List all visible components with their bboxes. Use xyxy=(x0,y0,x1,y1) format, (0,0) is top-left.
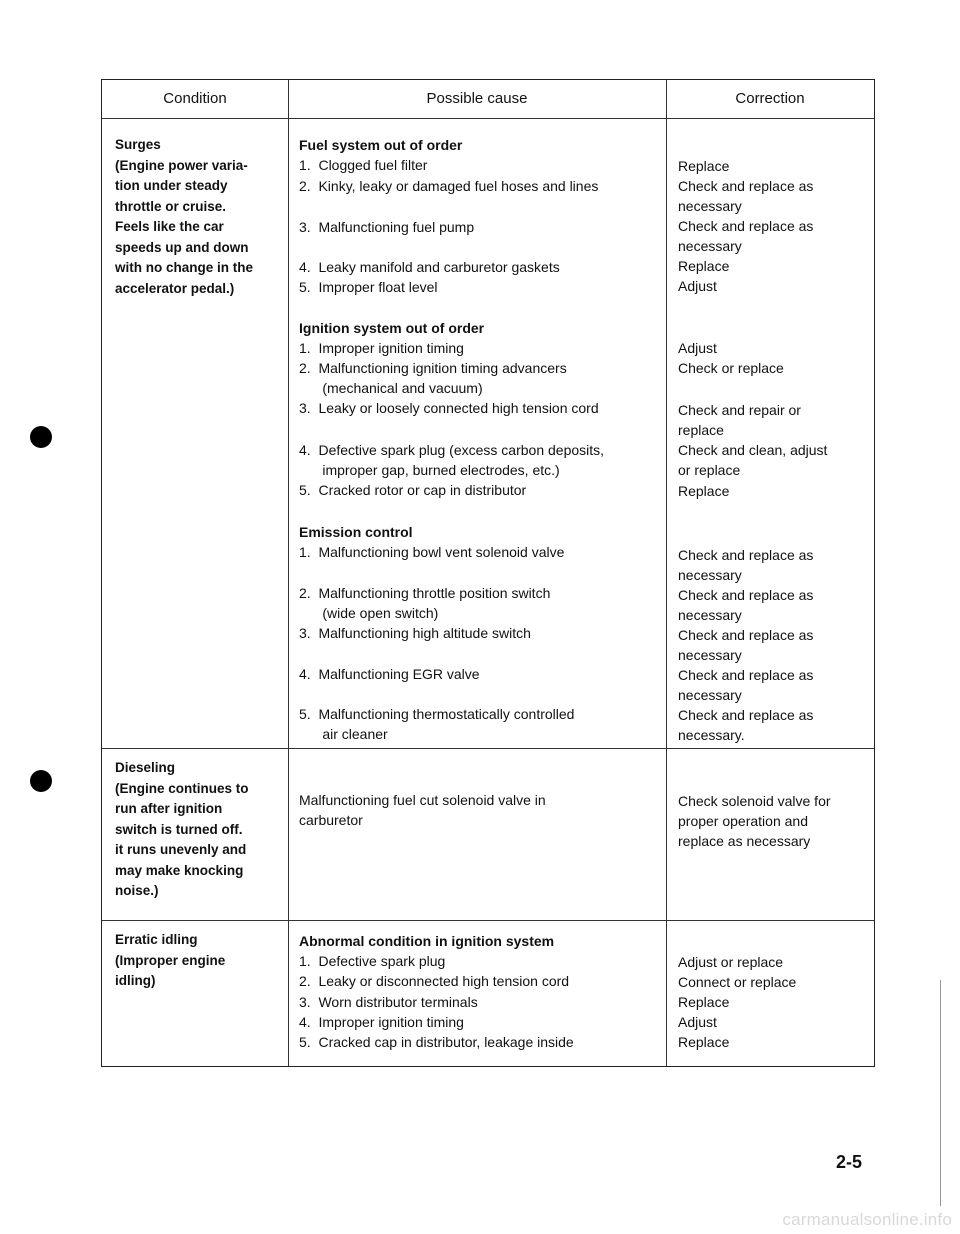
correction-item: Replace xyxy=(678,1034,730,1050)
header-condition: Condition xyxy=(163,90,227,107)
condition-line: accelerator pedal.) xyxy=(115,280,235,296)
cause-item: 4. Leaky manifold and carburetor gaskets xyxy=(299,259,560,275)
correction-item: necessary xyxy=(678,567,742,583)
correction-item: Check and replace as xyxy=(678,178,814,194)
condition-line: speeds up and down xyxy=(115,239,249,255)
correction-item: Adjust xyxy=(678,1014,717,1030)
condition-line: run after ignition xyxy=(115,801,223,816)
condition-line: throttle or cruise. xyxy=(115,198,227,214)
cause-item: 2. Malfunctioning throttle position switch xyxy=(299,585,551,601)
condition-line: may make knocking xyxy=(115,862,244,878)
correction-item: Check and replace as xyxy=(678,707,814,723)
cause-group-heading: Abnormal condition in ignition system xyxy=(299,933,555,949)
correction-item: Check and replace as xyxy=(678,587,814,603)
correction-item: Check solenoid valve for xyxy=(678,793,831,809)
column-divider-2 xyxy=(666,80,667,1066)
correction-item: proper operation and xyxy=(678,813,808,829)
cause-item: 5. Improper float level xyxy=(299,279,438,295)
condition-line: tion under steady xyxy=(115,178,228,193)
correction-item: necessary. xyxy=(678,727,745,743)
correction-item: Adjust xyxy=(678,278,717,294)
correction-item: Replace xyxy=(678,158,730,174)
cause-item: Malfunctioning fuel cut solenoid valve in xyxy=(299,792,546,808)
condition-line: (Engine continues to xyxy=(115,780,249,796)
correction-item: Replace xyxy=(678,483,730,499)
cause-item: air cleaner xyxy=(299,726,388,742)
cause-item: 2. Malfunctioning ignition timing advancers xyxy=(299,360,567,376)
correction-item: Check and replace as xyxy=(678,667,814,683)
correction-item: necessary xyxy=(678,647,742,663)
correction-item: replace as necessary xyxy=(678,833,811,849)
correction-item: necessary xyxy=(678,607,742,623)
row-divider-2 xyxy=(102,920,874,921)
header-correction: Correction xyxy=(735,90,805,107)
cause-item: 5. Cracked cap in distributor, leakage inside xyxy=(299,1034,574,1050)
punch-hole-upper xyxy=(30,426,52,448)
condition-line: Feels like the car xyxy=(115,219,224,234)
cause-item: 1. Improper ignition timing xyxy=(299,340,464,356)
correction-item: Check and clean, adjust xyxy=(678,442,828,458)
condition-line: Erratic idling xyxy=(115,932,198,947)
cause-item: 3. Malfunctioning fuel pump xyxy=(299,219,475,235)
cause-item: improper gap, burned electrodes, etc.) xyxy=(299,462,560,478)
cause-item: 1. Defective spark plug xyxy=(299,953,446,969)
correction-item: Adjust xyxy=(678,340,717,356)
cause-item: 3. Leaky or loosely connected high tension cord xyxy=(299,400,599,416)
cause-item: 2. Leaky or disconnected high tension cord xyxy=(299,973,570,989)
cause-item: 5. Cracked rotor or cap in distributor xyxy=(299,482,527,498)
condition-line: switch is turned off. xyxy=(115,821,243,837)
cause-item: 4. Improper ignition timing xyxy=(299,1014,464,1030)
correction-item: necessary xyxy=(678,198,742,214)
correction-item: necessary xyxy=(678,238,742,254)
cause-group-heading: Fuel system out of order xyxy=(299,137,463,153)
cause-item: carburetor xyxy=(299,812,363,828)
correction-item: Replace xyxy=(678,258,730,274)
correction-item: replace xyxy=(678,422,724,438)
condition-line: (Engine power varia- xyxy=(115,157,248,173)
condition-line: it runs unevenly and xyxy=(115,842,247,857)
row-divider-1 xyxy=(102,748,874,749)
correction-item: Check and replace as xyxy=(678,218,814,234)
cause-item: 1. Malfunctioning bowl vent solenoid valve xyxy=(299,544,565,560)
condition-line: Surges xyxy=(115,137,161,152)
cause-item: (wide open switch) xyxy=(299,605,439,621)
condition-line: Dieseling xyxy=(115,760,176,775)
correction-item: necessary xyxy=(678,687,742,703)
cause-group-heading: Emission control xyxy=(299,524,413,540)
page-edge-line xyxy=(940,980,941,1206)
condition-line: idling) xyxy=(115,973,156,988)
correction-item: or replace xyxy=(678,462,741,478)
correction-item: Check and replace as xyxy=(678,627,814,643)
column-divider-1 xyxy=(288,80,289,1066)
condition-line: noise.) xyxy=(115,883,159,898)
correction-item: Connect or replace xyxy=(678,974,797,990)
correction-item: Adjust or replace xyxy=(678,954,784,970)
punch-hole-lower xyxy=(30,770,52,792)
troubleshooting-table xyxy=(101,79,875,1067)
cause-item: 4. Malfunctioning EGR valve xyxy=(299,666,480,682)
cause-item: 5. Malfunctioning thermostatically controlled xyxy=(299,706,575,722)
watermark: carmanualsonline.info xyxy=(782,1210,952,1229)
header-divider xyxy=(102,118,874,119)
cause-item: 2. Kinky, leaky or damaged fuel hoses and lines xyxy=(299,178,599,194)
correction-item: Check and repair or xyxy=(678,402,801,418)
cause-item: 1. Clogged fuel filter xyxy=(299,157,428,173)
cause-item: 3. Worn distributor terminals xyxy=(299,994,478,1010)
cause-item: (mechanical and vacuum) xyxy=(299,380,483,396)
header-possible-cause: Possible cause xyxy=(426,90,528,107)
condition-line: with no change in the xyxy=(115,260,253,275)
correction-item: Check and replace as xyxy=(678,547,814,563)
cause-item: 3. Malfunctioning high altitude switch xyxy=(299,625,531,641)
page-number: 2-5 xyxy=(836,1152,863,1172)
cause-item: 4. Defective spark plug (excess carbon deposits, xyxy=(299,442,605,458)
correction-item: Replace xyxy=(678,994,730,1010)
condition-line: (Improper engine xyxy=(115,952,226,968)
correction-item: Check or replace xyxy=(678,360,784,376)
cause-group-heading: Ignition system out of order xyxy=(299,320,485,336)
